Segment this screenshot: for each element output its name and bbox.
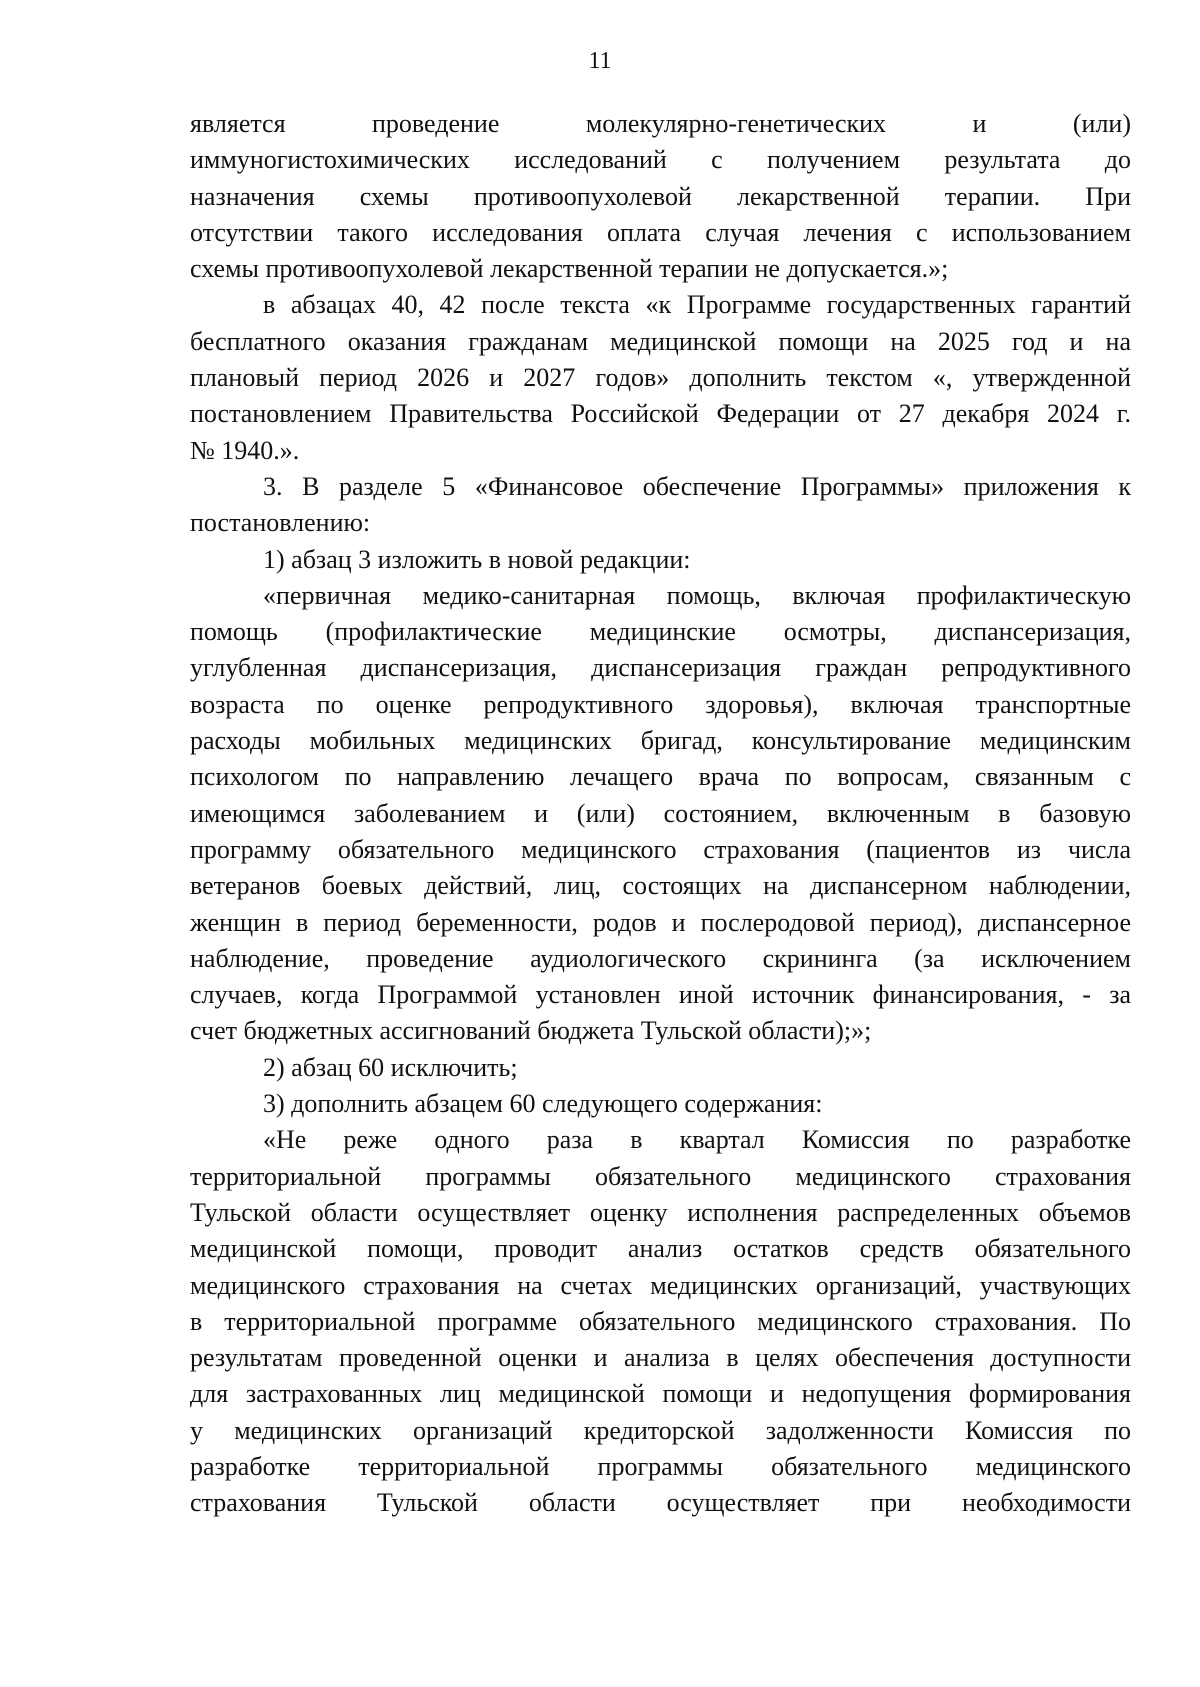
text-line: 3. В разделе 5 «Финансовое обеспечение Программы» приложения к bbox=[263, 471, 1131, 501]
text-line: наблюдение, проведение аудиологического скрининга (за исключением bbox=[190, 943, 1131, 973]
text-line: психологом по направлению лечащего врача по вопросам, связанным с bbox=[190, 762, 1131, 792]
text-line: случаев, когда Программой установлен иной источник финансирования, - за bbox=[190, 980, 1131, 1010]
text-line: бесплатного оказания гражданам медицинской помощи на 2025 год и на bbox=[190, 326, 1131, 356]
text-line: «первичная медико-санитарная помощь, включая профилактическую bbox=[263, 580, 1131, 610]
text-line: 3) дополнить абзацем 60 следующего содержания: bbox=[263, 1089, 823, 1119]
text-line: иммуногистохимических исследований с получением результата до bbox=[190, 145, 1131, 175]
text-line: постановлением Правительства Российской Федерации от 27 декабря 2024 г. bbox=[190, 399, 1131, 429]
text-line: Тульской области осуществляет оценку исполнения распределенных объемов bbox=[190, 1197, 1131, 1227]
text-line: для застрахованных лиц медицинской помощи и недопущения формирования bbox=[190, 1379, 1131, 1409]
text-line: углубленная диспансеризация, диспансеризация граждан репродуктивного bbox=[190, 653, 1131, 683]
text-line: имеющимся заболеванием и (или) состоянием, включенным в базовую bbox=[190, 798, 1131, 828]
text-line: возраста по оценке репродуктивного здоровья), включая транспортные bbox=[190, 689, 1131, 719]
text-line: женщин в период беременности, родов и послеродовой период), диспансерное bbox=[190, 907, 1131, 937]
text-line: медицинской помощи, проводит анализ остатков средств обязательного bbox=[190, 1234, 1131, 1264]
text-line: назначения схемы противоопухолевой лекарственной терапии. При bbox=[190, 181, 1131, 211]
text-line: страхования Тульской области осуществляет при необходимости bbox=[190, 1488, 1131, 1518]
text-line: отсутствии такого исследования оплата случая лечения с использованием bbox=[190, 217, 1131, 247]
text-line: схемы противоопухолевой лекарственной терапии не допускается.»; bbox=[190, 254, 949, 284]
text-line: постановлению: bbox=[190, 508, 371, 538]
text-line: расходы мобильных медицинских бригад, консультирование медицинским bbox=[190, 726, 1131, 756]
text-line: территориальной программы обязательного медицинского страхования bbox=[190, 1161, 1131, 1191]
text-line: является проведение молекулярно-генетических и (или) bbox=[190, 109, 1131, 138]
text-line: у медицинских организаций кредиторской задолженности Комиссия по bbox=[190, 1415, 1131, 1445]
text-line: 2) абзац 60 исключить; bbox=[263, 1052, 518, 1082]
text-line: № 1940.». bbox=[190, 435, 300, 465]
text-line: медицинского страхования на счетах медицинских организаций, участвующих bbox=[190, 1270, 1131, 1300]
text-line: «Не реже одного раза в квартал Комиссия по разработке bbox=[263, 1125, 1131, 1155]
text-line: результатам проведенной оценки и анализа в целях обеспечения доступности bbox=[190, 1343, 1131, 1373]
text-line: счет бюджетных ассигнований бюджета Тульской области);»; bbox=[190, 1016, 872, 1046]
document-body bbox=[190, 106, 1131, 1522]
text-line: в абзацах 40, 42 после текста «к Программе государственных гарантий bbox=[263, 290, 1131, 320]
text-line: в территориальной программе обязательного медицинского страхования. По bbox=[190, 1306, 1131, 1336]
page-number: 11 bbox=[588, 48, 612, 74]
text-line: программу обязательного медицинского страхования (пациентов из числа bbox=[190, 834, 1131, 864]
text-line: 1) абзац 3 изложить в новой редакции: bbox=[263, 544, 691, 574]
text-line: плановый период 2026 и 2027 годов» дополнить текстом «, утвержденной bbox=[190, 363, 1131, 393]
text-line: разработке территориальной программы обязательного медицинского bbox=[190, 1451, 1131, 1481]
text-line: помощь (профилактические медицинские осмотры, диспансеризация, bbox=[190, 617, 1131, 647]
text-line: ветеранов боевых действий, лиц, состоящих на диспансерном наблюдении, bbox=[190, 871, 1131, 901]
